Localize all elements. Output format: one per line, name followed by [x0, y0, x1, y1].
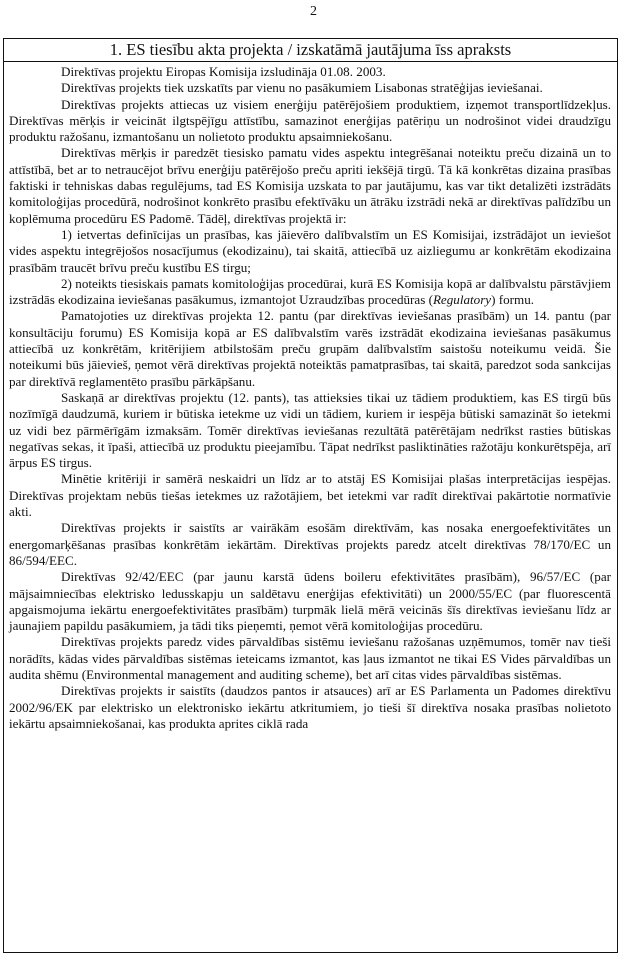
paragraph-lisbon: Direktīvas projekts tiek uzskatīts par vienu no pasākumiem Lisabonas stratēģijas ieviešanai.: [61, 80, 543, 96]
list-item-definitions: 1) ietvertas definīcijas un prasības, kas jāievēro dalībvalstīm un ES Komisijai, izstrādājot un ieviešot vides aspektu integrējošos nosacījumus (ekodizainu), tai skaitā, attiecībā uz aizliegumu ar konkrētām ekodizaina prasībām traucēt brīvu preču kustību ES tirgu;: [9, 226, 611, 275]
paragraph-articles: Pamatojoties uz direktīvas projekta 12. pantu (par direktīvas ieviešanas prasībām) un 14. pantu (par konsultāciju forumu) ES Komisija kopā ar ES dalībvalstīm varēs izstrādāt ekodizaina ieviešanas pasākumus attiecībā uz konkrētām, kritērijiem atbilstošām preču grupām dalībvalstīm saistošu noteikumu veidā. Šie noteikumi būs jāievieš, ņemot vērā direktīvas projektā noteiktās pamatprasības, tai skaitā, paredzot soda sankcijas par direktīvā reglamentēto prasību pārkāpšanu.: [9, 308, 611, 389]
section-box: [3, 38, 618, 953]
paragraph-environmental-management: Direktīvas projekts paredz vides pārvaldības sistēmu ieviešanu ražošanas uzņēmumos, tomēr nav tieši norādīts, kādas vides pārvaldības sistēmas ieteicams izmantot, kas ļaus izmantot ne tikai ES Vides pārvaldības un audita shēmu (Environmental management and auditing scheme), bet arī citas vides pārvaldības sistēmas.: [9, 634, 611, 682]
list-item-comitology: [9, 276, 611, 309]
paragraph-efficiency-directives: Direktīvas 92/42/EEC (par jaunu karstā ūdens boileru efektivitātes prasībām), 96/57/EC (par mājsaimniecības elektrisko ledusskapju un saldētavu enerģijas efektivitāti) un 2000/55/EC (par fluorescentā apgaismojuma iekārtu energoefektivitātes prasībām) turpmāk lielā mērā veicinās šīs direktīvas ieviešanu līdz ar jaunajiem papildu pasākumiem, ja tādi tiks pieņemti, ņemot vērā komitoloģijas procedūru.: [9, 569, 611, 634]
paragraph-criteria: Minētie kritēriji ir samērā neskaidri un līdz ar to atstāj ES Komisijai plašas interpretācijas iespējas. Direktīvas projektam nebūs tiešas ietekmes uz ražotājiem, bet ietekmi var radīt direktīvai pakārtotie normatīvie akti.: [9, 471, 611, 520]
section-body: [4, 62, 617, 732]
paragraph-article-12: Saskaņā ar direktīvas projektu (12. pants), tas attieksies tikai uz tādiem produktiem, kas ES tirgū būs nozīmīgā daudzumā, kuriem ir būtiska ietekme uz vidi un tādiem, kuriem ir iespēja būtiski samazināt šo ietekmi uz vidi bez pārmērīgām izmaksām. Tomēr direktīvas ieviešanas rezultātā patērētājam nedrīkst rasties būtiskas negatīvas sekas, it īpaši, attiecībā uz produktu pieejamību. Tāpat nedrīkst pasliktināties ražotāju konkurētspēja, arī ārpus ES tirgus.: [9, 389, 611, 471]
paragraph-weee: Direktīvas projekts ir saistīts (daudzos pantos ir atsauces) arī ar ES Parlamenta un Padomes direktīvu 2002/96/EK par elektrisko un elektronisko iekārtu atkritumiem, jo tieši šī direktīva nosaka prasības nolietoto iekārtu apsaimniekošanai, kas produkta aprites ciklā rada: [9, 683, 611, 731]
page-number: 2: [310, 4, 317, 19]
paragraph-related-directives: Direktīvas projekts ir saistīts ar vairākām esošām direktīvām, kas nosaka energoefektivitātes un energomarķēšanas prasības konkrētām iekārtām. Direktīvas projekts paredz atcelt direktīvas 78/170/EC un 86/594/EEC.: [9, 520, 611, 568]
list-item-comitology-text: 2) noteikts tiesiskais pamats komitoloģijas procedūrai, kurā ES Komisija kopā ar dalībvalstu pārstāvjiem izstrādās ekodizaina ieviešanas pasākumus, izmantojot Uzraudzības procedūras (Regulatory) formu.: [9, 275, 611, 308]
italic-term: Regulatory: [432, 292, 492, 308]
paragraph-publication: Direktīvas projektu Eiropas Komisija izsludināja 01.08. 2003.: [61, 64, 386, 79]
paragraph-objective: Direktīvas mērķis ir paredzēt tiesisko pamatu vides aspektu integrēšanai noteiktu preču dizainā un to attīstībā, bet ar to netraucējot brīvu enerģiju patērējošo preču apriti iekšējā tirgū. Tā kā konkrētas dizaina prasības faktiski ir tehniskas dabas regulējums, tad ES Komisija uzskata to par jautājumu, kas var tikt detalizēti izstrādāts komitoloģijas procedūrā, nodrošinot konkrēto prasību efektīvāku un ātrāku izstrādi nekā ar direktīvas palīdzību un koplēmuma procedūru ES Padomē. Tādēļ, direktīvas projektā ir:: [9, 145, 611, 226]
paragraph-scope: Direktīvas projekts attiecas uz visiem enerģiju patērējošiem produktiem, izņemot transportlīdzekļus. Direktīvas mērķis ir veicināt ilgtspējīgu attīstību, samazinot enerģijas patēriņu un nodrošinot videi draudzīgu produktu ražošanu, izmantošanu un nolietoto produktu apsaimniekošanu.: [9, 96, 611, 145]
section-title: 1. ES tiesību akta projekta / izskatāmā jautājuma īss apraksts: [4, 39, 617, 62]
